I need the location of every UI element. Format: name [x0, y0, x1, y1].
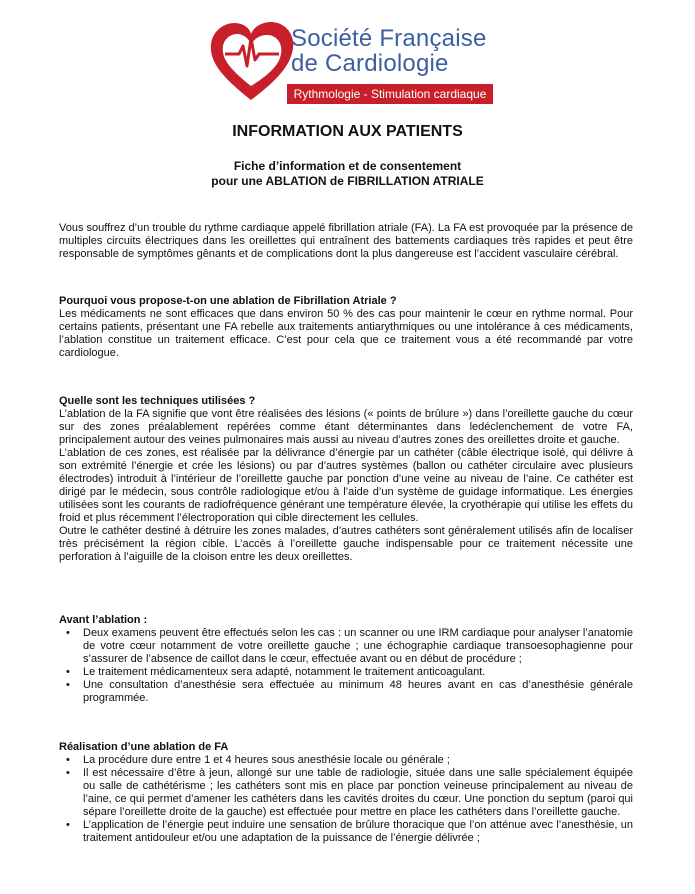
intro-paragraph: Vous souffrez d’un trouble du rythme cardiaque appelé fibrillation atriale (FA). La FA est provoquée par la présence de multiples circuits électriques dans les oreillettes qui entraînent des battements cardiaques très rapides et peut être responsable de symptômes gênants et de complications dont la plus dangereuse est l’accident vasculaire cérébral.	[59, 222, 633, 260]
section-why-text: Les médicaments ne sont efficaces que dans environ 50 % des cas pour maintenir le cœur en rythme normal. Pour certains patients, présentant une FA rebelle aux traitements antiarythmiques ou une intolérance à ces médicaments, l’ablation constitue un traitement efficace. C’est pour cela que ce traitement vous a été recommandé par votre cardiologue.	[59, 308, 633, 359]
section-realisation	[59, 741, 633, 845]
section-before	[59, 614, 633, 705]
org-subunit-banner: Rythmologie - Stimulation cardiaque	[287, 84, 493, 104]
list-item	[66, 679, 633, 705]
list-item	[66, 666, 633, 679]
list-item	[66, 627, 633, 666]
list-item	[66, 767, 633, 819]
section-techniques-p1: L’ablation de la FA signifie que vont être réalisées des lésions (« points de brûlure ») dans l’oreillette gauche du cœur sur des zones préalablement repérées comme étant déterminantes dans ledéclenchement de votre FA, principalement autour des veines pulmonaires mais aussi au niveau d’autres zones des oreillettes droite et gauche.	[59, 408, 633, 446]
section-techniques-p3: Outre le cathéter destiné à détruire les zones malades, d’autres cathéters sont généralement utilisés afin de localiser très précisément la région cible. L’accès à l’oreillette gauche indispensable pour ce traitement nécessite une perforation à l’aiguille de la cloison entre les deux oreillettes.	[59, 525, 633, 563]
section-before-list	[59, 627, 633, 705]
page-title: INFORMATION AUX PATIENTS	[232, 123, 463, 140]
bullet-icon: •	[66, 666, 70, 678]
bullet-icon: •	[66, 679, 70, 691]
bullet-icon: •	[66, 819, 70, 831]
list-item-text: Le traitement médicamenteux sera adapté, notamment le traitement anticoagulant.	[83, 666, 486, 678]
list-item-text: Une consultation d’anesthésie sera effectuée au minimum 48 heures avant en cas d’anesthésie générale programmée.	[83, 679, 633, 704]
section-before-heading: Avant l’ablation :	[59, 614, 148, 626]
org-name-line1: Société Française	[291, 25, 487, 52]
section-techniques-p2: L’ablation de ces zones, est réalisée par la délivrance d’énergie par un cathéter (câble électrique isolé, qui délivre à son extrémité l’énergie et crée les lésions) ou par d’autres systèmes (ballon ou cathéter circulaire avec plusieurs électrodes) introduit à l’intérieur de l’oreillette gauche par ponction d’une veine au niveau de l’aine. Ce cathéter est dirigé par le médecin, sous contrôle radiologique et/ou à l’aide d’un système de guidage informatique. Les énergies utilisées sont les courants de radiofréquence générant une température élevée, la cryothérapie qui utilise les effets du froid et plus récemment l’électroporation qui cible directement les cellules.	[59, 447, 633, 524]
list-item-text: Il est nécessaire d’être à jeun, allongé sur une table de radiologie, située dans une salle spécialement équipée ou salle de cathétérisme ; les cathéters sont mis en place par ponction veineuse principalement au niveau de l’aine, ce qui permet d’amener les cathéters dans les cavités droites du cœur. Une ponction du septum (paroi qui sépare l’oreillette droite de la gauche) est effectuée pour mettre en place les cathéters dans l’oreillette gauche.	[83, 767, 633, 818]
section-realisation-heading: Réalisation d’une ablation de FA	[59, 741, 229, 753]
section-why-heading: Pourquoi vous propose-t-on une ablation de Fibrillation Atriale ?	[59, 295, 397, 307]
subtitle-line2: pour une ABLATION de FIBRILLATION ATRIALE	[211, 174, 484, 188]
bullet-icon: •	[66, 627, 70, 639]
bullet-icon: •	[66, 767, 70, 779]
list-item-text: L’application de l’énergie peut induire une sensation de brûlure thoracique que l’on atténue avec l’anesthésie, un traitement antidouleur et/ou une adaptation de la puissance de l’énergie délivrée ;	[83, 819, 633, 844]
list-item	[66, 819, 633, 845]
subtitle-line1: Fiche d’information et de consentement	[233, 159, 462, 173]
list-item-text: Deux examens peuvent être effectués selon les cas : un scanner ou une IRM cardiaque pour analyser l’anatomie de votre cœur notamment de votre oreillette gauche ; une échographie cardiaque transoesophagienne pour s’assurer de l’absence de caillot dans le cœur, effectuée avant ou en début de procédure ;	[83, 627, 633, 665]
org-name-line2: de Cardiologie	[291, 50, 449, 77]
list-item	[66, 754, 633, 767]
list-item-text: La procédure dure entre 1 et 4 heures sous anesthésie locale ou générale ;	[83, 754, 450, 766]
section-techniques-heading: Quelle sont les techniques utilisées ?	[59, 395, 256, 407]
page-subtitle	[0, 159, 695, 189]
intro-paragraph-block	[59, 222, 633, 261]
heart-ecg-icon	[205, 16, 297, 108]
bullet-icon: •	[66, 754, 70, 766]
sfc-logo	[205, 16, 505, 108]
section-why	[59, 295, 633, 360]
section-techniques	[59, 395, 633, 564]
section-realisation-list	[59, 754, 633, 845]
